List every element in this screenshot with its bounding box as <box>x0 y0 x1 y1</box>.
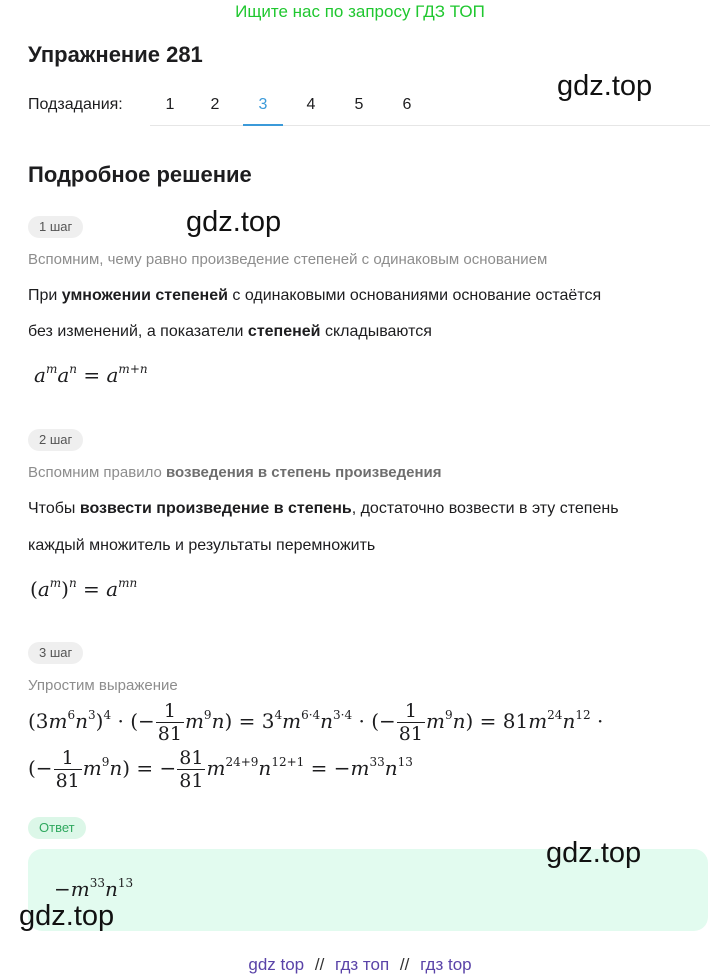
exercise-title: Упражнение 281 <box>28 42 203 67</box>
subtask-tab-5[interactable]: 5 <box>354 96 364 113</box>
step-3-hint: Упростим выражение <box>28 677 178 694</box>
watermark: gdz.top <box>546 837 642 869</box>
watermark: gdz.top <box>186 206 282 238</box>
top-banner: Ищите нас по запросу ГДЗ ТОП <box>235 2 485 21</box>
step-2-formula: $(a^m)^n = a^{mn}$ <box>30 576 138 601</box>
step-1-hint: Вспомним, чему равно произведение степеней с одинаковым основанием <box>28 251 548 268</box>
subtask-tabs <box>150 85 710 126</box>
subtask-tab-4[interactable]: 4 <box>306 96 316 113</box>
footer-link-gdz-top-mixed[interactable]: гдз top <box>420 955 472 974</box>
footer-separator: // <box>399 955 410 974</box>
step-2-text-line2: каждый множитель и результаты перемножить <box>28 537 376 554</box>
subtask-tab-6[interactable]: 6 <box>402 96 412 113</box>
subtask-tab-3-active[interactable]: 3 <box>243 85 283 126</box>
step-2-text-line1: Чтобы возвести произведение в степень, достаточно возвести в эту степень <box>28 500 619 517</box>
footer-separator: // <box>314 955 325 974</box>
solution-title: Подробное решение <box>28 162 252 187</box>
step-3-formula-line1: $(3m^6n^3)^4$ · (− $\frac{1}{81}$ $m^9n) = 3^4m^{6\cdot 4}n^{3\cdot 4}$ · (− $\frac{1}{81}$ $m^9n) = 81m^{24}n^{12}$ · <box>28 700 604 745</box>
step-3-formula-line2: (− $\frac{1}{81}$ $m^9n$) = − $\frac{81}{81}$ $m^{24+9}n^{12+1} = -m^{33}n^{13}$ <box>28 747 413 792</box>
footer-links <box>0 955 720 975</box>
step-1-formula: $a^ma^n = a^{m+n}$ <box>34 362 148 387</box>
footer-link-gdz-top-cyrillic[interactable]: гдз топ <box>335 955 390 974</box>
step-1-badge: 1 шаг <box>28 216 83 238</box>
subtask-tab-2[interactable]: 2 <box>210 96 220 113</box>
footer-link-gdz-top[interactable]: gdz top <box>248 955 305 974</box>
step-2-badge: 2 шаг <box>28 429 83 451</box>
step-1-text-line2: без изменений, а показатели степеней складываются <box>28 323 432 340</box>
subtasks-label: Подзадания: <box>28 96 123 113</box>
subtask-tab-1[interactable]: 1 <box>165 96 175 113</box>
step-2-hint: Вспомним правило возведения в степень произведения <box>28 464 442 481</box>
watermark: gdz.top <box>19 900 115 932</box>
answer-badge: Ответ <box>28 817 86 839</box>
step-3-badge: 3 шаг <box>28 642 83 664</box>
watermark: gdz.top <box>557 70 653 102</box>
answer-formula: $-m^{33}n^{13}$ <box>54 876 134 901</box>
step-1-text-line1: При умножении степеней с одинаковыми основаниями основание остаётся <box>28 287 602 304</box>
